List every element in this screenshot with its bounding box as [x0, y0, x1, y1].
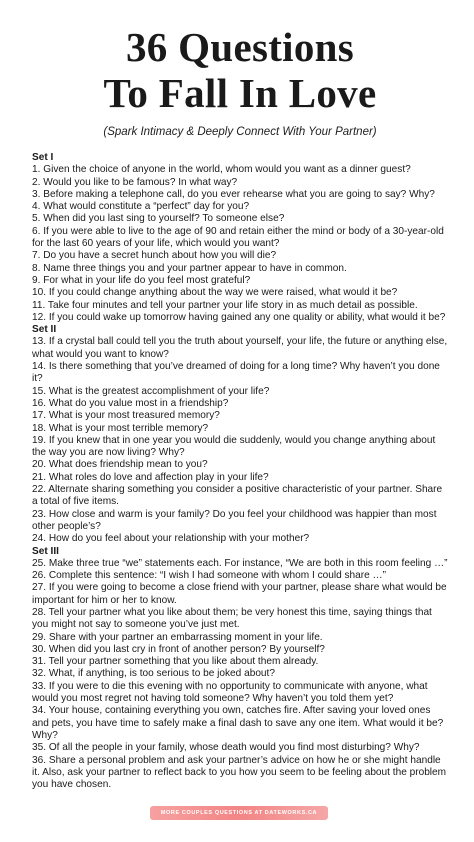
question-2: 2. Would you like to be famous? In what way? [32, 176, 238, 188]
question-16: 16. What do you value most in a friendship? [32, 397, 229, 409]
question-19: 19. If you knew that in one year you would die suddenly, would you change anything about the way you are now living? Why? [32, 434, 436, 459]
question-7: 7. Do you have a secret hunch about how you will die? [32, 250, 277, 262]
question-4: 4. What would constitute a “perfect” day for you? [32, 201, 250, 213]
question-36: 36. Share a personal problem and ask your partner’s advice on how he or she might handle it. Also, ask your partner to reflect back to you how you seem to be feeling about the problem you have chosen. [32, 754, 447, 791]
set-label: Set III [32, 545, 59, 557]
question-8: 8. Name three things you and your partner appear to have in common. [32, 262, 347, 274]
question-25: 25. Make three true “we” statements each. For instance, “We are both in this room feeling …” [32, 557, 448, 569]
question-21: 21. What roles do love and affection play in your life? [32, 471, 269, 483]
question-6: 6. If you were able to live to the age of 90 and retain either the mind or body of a 30-year-old for the last 60 years of your life, which would you want? [32, 225, 444, 250]
question-27: 27. If you were going to become a close friend with your partner, please share what would be important for him or her to know. [32, 582, 447, 606]
set-2 [32, 324, 448, 545]
title-line-1: 36 Questions [126, 24, 354, 70]
question-34: 34. Your house, containing everything you own, catches fire. After saving your loved ones and pets, you have time to safely make a final dash to save any one item. What would it be? Why? [32, 705, 444, 741]
question-9: 9. For what in your life do you feel most grateful? [32, 274, 251, 286]
question-18: 18. What is your most terrible memory? [32, 422, 209, 434]
question-23: 23. How close and warm is your family? Do you feel your childhood was happier than most other people’s? [32, 508, 437, 532]
page-title [32, 0, 448, 116]
set-label: Set II [32, 324, 57, 336]
question-list [32, 152, 448, 791]
title-line-2: To Fall In Love [103, 70, 377, 116]
question-35: 35. Of all the people in your family, whose death would you find most disturbing? Why? [32, 742, 420, 754]
question-33: 33. If you were to die this evening with no opportunity to communicate with anyone, what would you most regret not having told someone? Why haven’t you told them yet? [32, 680, 428, 705]
question-24: 24. How do you feel about your relationship with your mother? [32, 533, 310, 545]
question-10: 10. If you could change anything about the way we were raised, what would it be? [32, 287, 398, 299]
question-12: 12. If you could wake up tomorrow having gained any one quality or ability, what would it be? [32, 311, 446, 323]
question-22: 22. Alternate sharing something you consider a positive characteristic of your partner. Share a total of five items. [32, 484, 443, 508]
question-13: 13. If a crystal ball could tell you the truth about yourself, your life, the future or anything else, what would you want to know? [32, 336, 448, 360]
question-30: 30. When did you last cry in front of another person? By yourself? [32, 643, 325, 655]
question-14: 14. Is there something that you’ve dreamed of doing for a long time? Why haven’t you done it? [32, 361, 440, 385]
set-3 [32, 546, 448, 792]
footer-link-banner[interactable]: MORE COUPLES QUESTIONS AT DATEWORKS.CA [150, 806, 328, 820]
question-26: 26. Complete this sentence: “I wish I had someone with whom I could share …” [32, 570, 387, 582]
set-1 [32, 152, 448, 324]
question-11: 11. Take four minutes and tell your partner your life story in as much detail as possible. [32, 299, 418, 311]
question-15: 15. What is the greatest accomplishment of your life? [32, 385, 270, 397]
subtitle: (Spark Intimacy & Deeply Connect With Your Partner) [103, 126, 377, 138]
question-28: 28. Tell your partner what you like about them; be very honest this time, saying things that you might not say to someone you’ve just met. [32, 606, 432, 631]
question-3: 3. Before making a telephone call, do you ever rehearse what you are going to say? Why? [32, 188, 435, 200]
question-29: 29. Share with your partner an embarrassing moment in your life. [32, 631, 323, 643]
question-31: 31. Tell your partner something that you like about them already. [32, 656, 319, 668]
set-label: Set I [32, 152, 54, 163]
question-20: 20. What does friendship mean to you? [32, 459, 208, 471]
question-5: 5. When did you last sing to yourself? To someone else? [32, 213, 285, 225]
question-1: 1. Given the choice of anyone in the world, whom would you want as a dinner guest? [32, 164, 411, 176]
question-17: 17. What is your most treasured memory? [32, 410, 220, 422]
question-32: 32. What, if anything, is too serious to be joked about? [32, 668, 275, 680]
